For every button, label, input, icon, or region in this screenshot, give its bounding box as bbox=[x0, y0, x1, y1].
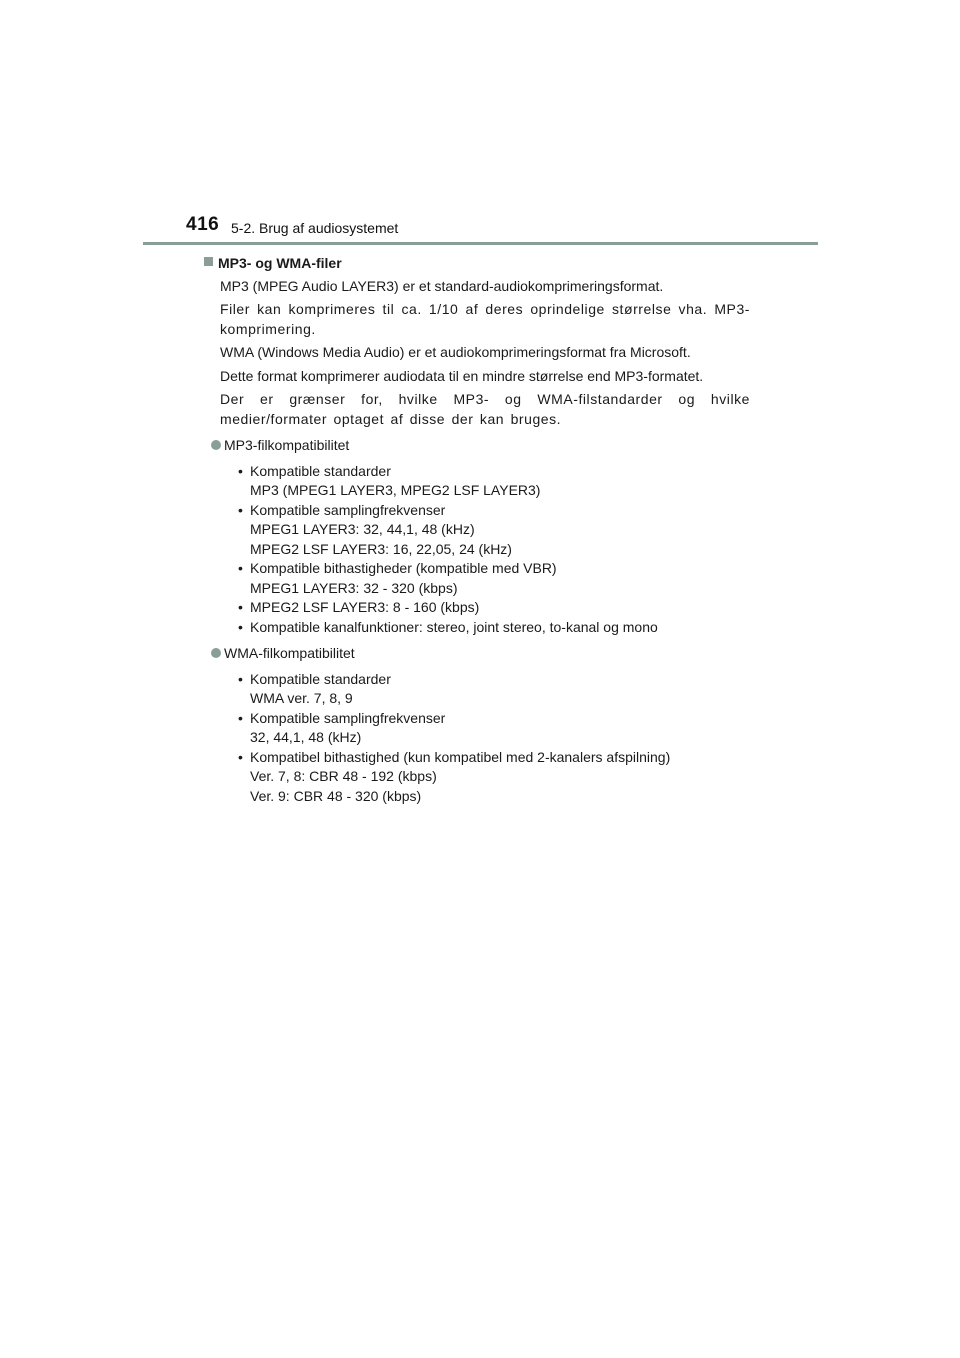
list-item-label: Kompatible bithastigheder (kompatible med VBR) bbox=[250, 560, 557, 576]
list-item-detail: MPEG1 LAYER3: 32, 44,1, 48 (kHz) bbox=[250, 521, 475, 537]
paragraph-format-size: Dette format komprimerer audiodata til en mindre størrelse end MP3-formatet. bbox=[220, 367, 704, 384]
bullet-icon: • bbox=[238, 670, 243, 687]
wma-compatibility-list bbox=[210, 670, 750, 807]
list-item-label: Kompatible standarder bbox=[250, 670, 391, 687]
bullet-icon: • bbox=[238, 560, 243, 576]
paragraph-compression: Filer kan komprimeres til ca. 1/10 af deres oprindelige størrelse vha. MP3-komprimering. bbox=[220, 301, 750, 337]
heading-text: MP3- og WMA-filer bbox=[218, 255, 342, 271]
mp3-compatibility-heading bbox=[210, 436, 750, 456]
list-item bbox=[238, 748, 750, 807]
page-content bbox=[210, 250, 750, 806]
list-item-detail: Ver. 7, 8: CBR 48 - 192 (kbps) bbox=[250, 768, 437, 784]
list-item bbox=[238, 462, 750, 501]
bullet-icon: • bbox=[238, 618, 243, 635]
bullet-icon: • bbox=[238, 462, 243, 479]
list-item-detail: MPEG2 LSF LAYER3: 16, 22,05, 24 (kHz) bbox=[250, 540, 512, 557]
wma-compatibility-heading bbox=[210, 644, 750, 664]
list-item bbox=[238, 618, 750, 638]
bullet-icon: • bbox=[238, 709, 243, 726]
list-item-detail: MPEG1 LAYER3: 32 - 320 (kbps) bbox=[250, 579, 458, 596]
paragraph-limits: Der er grænser for, hvilke MP3- og WMA-filstandarder og hvilke medier/formater optaget af disse der kan bruges. bbox=[220, 391, 750, 427]
list-item-label: Kompatibel bithastighed (kun kompatibel med 2-kanalers afspilning) bbox=[250, 748, 671, 765]
list-item bbox=[238, 598, 750, 618]
list-item-label: Kompatible samplingfrekvenser bbox=[250, 501, 446, 518]
page-number: 416 bbox=[186, 214, 220, 235]
bullet-icon: • bbox=[238, 501, 243, 518]
mp3-compatibility-title: MP3-filkompatibilitet bbox=[224, 437, 350, 453]
list-item-detail: 32, 44,1, 48 (kHz) bbox=[250, 729, 362, 745]
list-item-label: Kompatible kanalfunktioner: stereo, joint stereo, to-kanal og mono bbox=[250, 618, 658, 635]
list-item-detail: WMA ver. 7, 8, 9 bbox=[250, 690, 353, 706]
header-rule bbox=[143, 242, 818, 245]
square-bullet-icon bbox=[204, 257, 213, 266]
paragraph-mp3-intro: MP3 (MPEG Audio LAYER3) er et standard-audiokomprimeringsformat. bbox=[220, 277, 664, 294]
list-item-label: MPEG2 LSF LAYER3: 8 - 160 (kbps) bbox=[250, 599, 480, 615]
list-item bbox=[238, 501, 750, 560]
list-item-label: Kompatible samplingfrekvenser bbox=[250, 709, 446, 726]
bullet-icon: • bbox=[238, 748, 243, 765]
paragraph-wma-intro: WMA (Windows Media Audio) er et audiokomprimeringsformat fra Microsoft. bbox=[220, 344, 691, 360]
list-item-detail: MP3 (MPEG1 LAYER3, MPEG2 LSF LAYER3) bbox=[250, 482, 541, 498]
wma-compatibility-title: WMA-filkompatibilitet bbox=[224, 645, 355, 661]
list-item-detail: Ver. 9: CBR 48 - 320 (kbps) bbox=[250, 787, 422, 804]
list-item bbox=[238, 670, 750, 709]
list-item bbox=[238, 709, 750, 748]
mp3-compatibility-list bbox=[210, 462, 750, 638]
list-item-label: Kompatible standarder bbox=[250, 462, 391, 479]
section-title: 5-2. Brug af audiosystemet bbox=[231, 220, 399, 236]
section-heading bbox=[210, 254, 750, 274]
bullet-icon: • bbox=[238, 599, 243, 615]
circle-bullet-icon bbox=[211, 648, 221, 658]
list-item bbox=[238, 559, 750, 598]
circle-bullet-icon bbox=[211, 440, 221, 450]
page-header bbox=[0, 0, 960, 250]
